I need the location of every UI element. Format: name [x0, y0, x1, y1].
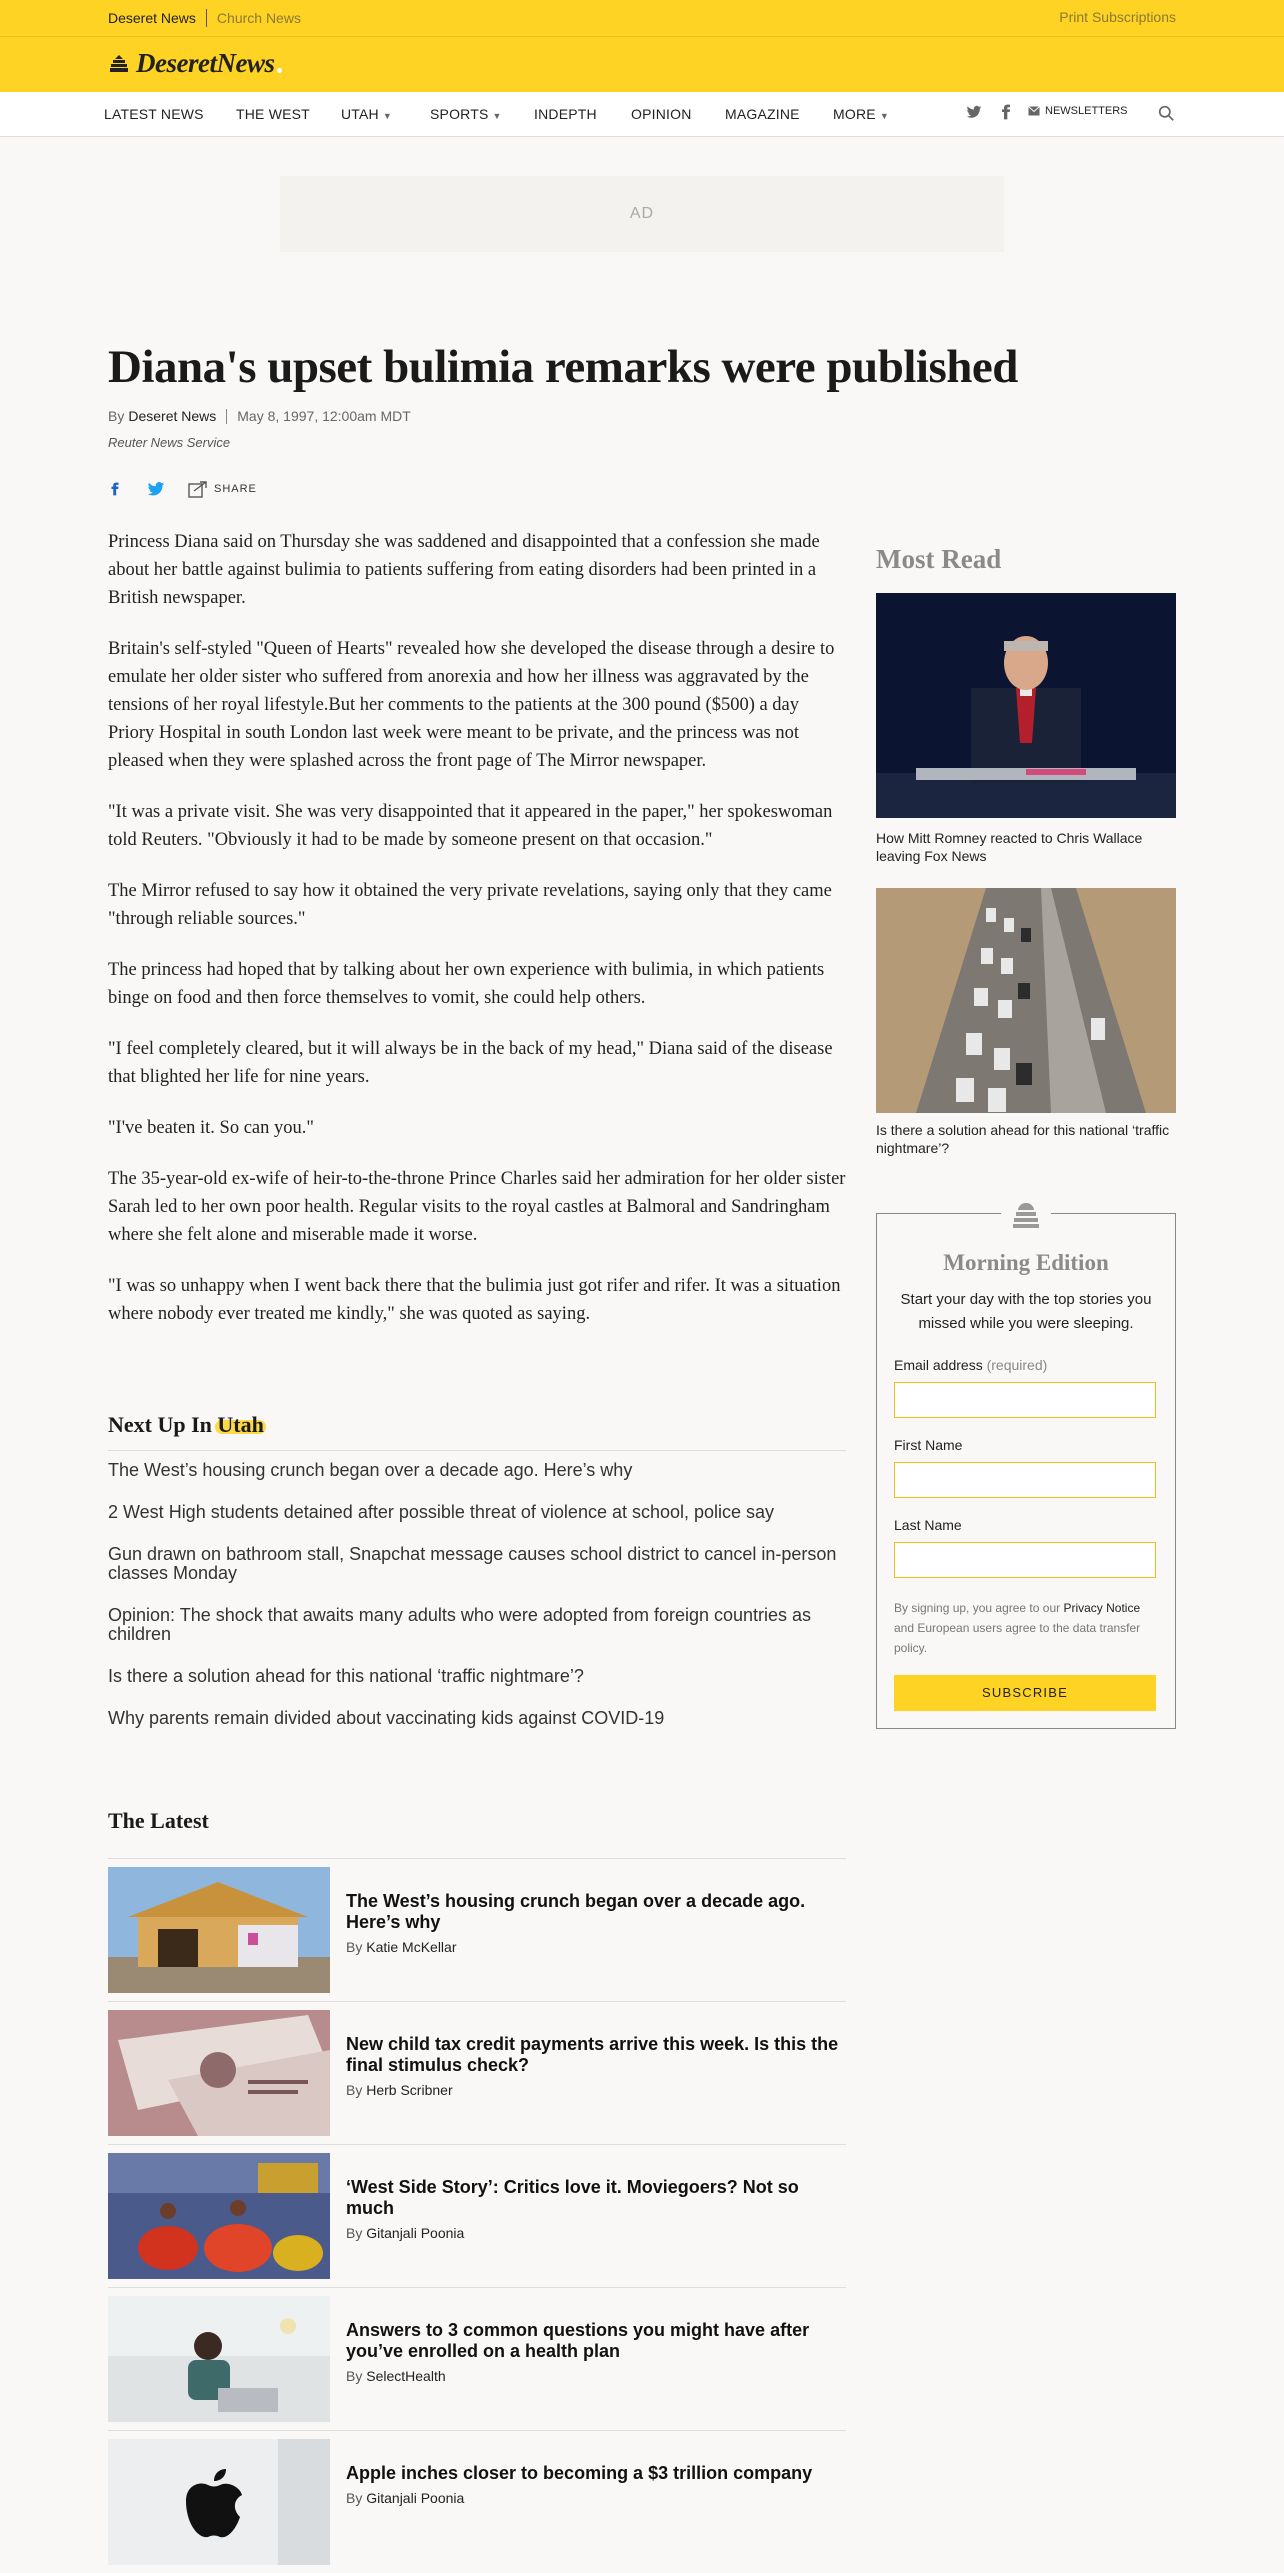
latest-card-byline — [346, 2368, 846, 2384]
latest-card[interactable] — [108, 2001, 846, 2144]
nav-utah[interactable] — [341, 106, 392, 122]
most-read-caption[interactable]: How Mitt Romney reacted to Chris Wallace leaving Fox News — [876, 830, 1143, 864]
logo-wordmark: DeseretNews — [136, 48, 275, 78]
brand-separator — [206, 9, 207, 27]
latest-card[interactable] — [108, 2287, 846, 2430]
nav-label: MAGAZINE — [725, 106, 800, 122]
facebook-icon[interactable] — [998, 104, 1014, 120]
article-paragraph: The 35-year-old ex-wife of heir-to-the-throne Prince Charles said her admiration for her older sister Sarah led to her own poor health. Regular visits to the royal castles at Balmoral and Sandringham where she felt alone and miserable made it worse. — [108, 1169, 846, 1245]
nav-latest-news[interactable] — [104, 106, 204, 122]
latest-card-byline — [346, 2490, 812, 2506]
next-up-link[interactable]: Opinion: The shock that awaits many adults who were adopted from foreign countries as children — [108, 1605, 812, 1644]
byline-separator — [226, 409, 227, 424]
newsletters-label: NEWSLETTERS — [1045, 105, 1128, 117]
nav-label: LATEST NEWS — [104, 106, 204, 122]
latest-card-title[interactable]: ‘West Side Story’: Critics love it. Moviegoers? Not so much — [346, 2177, 799, 2218]
chevron-down-icon: ▼ — [492, 111, 502, 121]
byline-prefix: By — [346, 1939, 363, 1955]
latest-card-author[interactable]: Herb Scribner — [366, 2082, 453, 2098]
share-bar — [108, 480, 257, 498]
main-nav — [0, 92, 1284, 137]
latest-section — [108, 1808, 846, 2573]
latest-card-author[interactable]: Gitanjali Poonia — [366, 2490, 465, 2506]
first-name-field[interactable] — [894, 1462, 1156, 1498]
latest-card-byline — [346, 2082, 846, 2098]
latest-card[interactable] — [108, 2430, 846, 2573]
nav-magazine[interactable] — [725, 106, 800, 122]
facebook-share-icon[interactable] — [108, 480, 122, 498]
latest-card-title[interactable]: Apple inches closer to becoming a $3 trillion company — [346, 2463, 813, 2483]
share-label: SHARE — [214, 483, 257, 495]
newsletter-description: Start your day with the top stories you missed while you were sleeping. — [900, 1291, 1152, 1332]
subscribe-button[interactable]: SUBSCRIBE — [894, 1675, 1156, 1711]
top-bar-divider — [0, 36, 1284, 37]
next-up-link[interactable]: The West’s housing crunch began over a decade ago. Here’s why — [108, 1460, 633, 1480]
byline-author[interactable]: Deseret News — [128, 408, 217, 424]
nav-label: MORE — [833, 106, 876, 122]
email-label-text: Email address — [894, 1357, 983, 1373]
byline-prefix: By — [108, 408, 125, 424]
print-subscriptions-link[interactable]: Print Subscriptions — [1059, 9, 1176, 25]
most-read-caption[interactable]: Is there a solution ahead for this national ‘traffic nightmare’? — [876, 1122, 1170, 1156]
last-name-label: Last Name — [894, 1517, 962, 1533]
nav-label: INDEPTH — [534, 106, 597, 122]
latest-card[interactable] — [108, 2144, 846, 2287]
traffic-highway-image[interactable] — [876, 888, 1176, 1113]
share-icon — [188, 480, 208, 498]
latest-card-author[interactable]: Gitanjali Poonia — [366, 2225, 465, 2241]
top-bar — [0, 0, 1284, 92]
newsletter-title: Morning Edition — [943, 1250, 1109, 1275]
housing-construction-thumbnail[interactable] — [108, 1867, 330, 1993]
latest-card-author[interactable]: SelectHealth — [366, 2368, 446, 2384]
next-up-divider — [108, 1450, 846, 1451]
nav-the-west[interactable] — [236, 106, 310, 122]
last-name-field[interactable] — [894, 1542, 1156, 1578]
nav-more[interactable] — [833, 106, 889, 122]
apple-store-thumbnail[interactable] — [108, 2439, 330, 2565]
latest-card[interactable] — [108, 1858, 846, 2001]
article-paragraph: "It was a private visit. She was very disappointed that it appeared in the paper," her spokeswoman told Reuters. "Obviously it had to be made by someone present on that occasion." — [108, 802, 833, 850]
next-up-title — [108, 1412, 846, 1438]
article-paragraph: The princess had hoped that by talking about her own experience with bulimia, in which patients binge on food and then force themselves to vomit, she could help others. — [108, 960, 825, 1008]
article-headline: Diana's upset bulimia remarks were published — [108, 341, 1018, 393]
news-source: Reuter News Service — [108, 435, 231, 450]
email-label — [894, 1357, 1047, 1373]
health-plan-thumbnail[interactable] — [108, 2296, 330, 2422]
beehive-icon — [1001, 1200, 1051, 1230]
next-up-link[interactable]: Why parents remain divided about vaccinating kids against COVID-19 — [108, 1708, 665, 1728]
nav-opinion[interactable] — [631, 106, 692, 122]
byline — [108, 408, 411, 424]
chevron-down-icon: ▼ — [879, 111, 889, 121]
legal-text: By signing up, you agree to our — [894, 1601, 1064, 1615]
byline-prefix: By — [346, 2225, 363, 2241]
latest-card-byline — [346, 1939, 846, 1955]
article-paragraph: "I was so unhappy when I went back there that the bulimia just got rifer and rifer. It was a situation where nobody ever treated me kindly," she was quoted as saying. — [108, 1276, 841, 1324]
next-up-link[interactable]: Gun drawn on bathroom stall, Snapchat message causes school district to cancel in-person classes Monday — [108, 1544, 837, 1583]
ad-slot: AD — [280, 176, 1004, 252]
next-up-section-name[interactable]: Utah — [217, 1412, 264, 1437]
beehive-logo-icon — [108, 53, 130, 75]
next-up-link[interactable]: 2 West High students detained after possible threat of violence at school, police say — [108, 1502, 775, 1522]
brand-links — [108, 9, 301, 27]
legal-text: and European users agree to the data transfer policy. — [894, 1621, 1141, 1655]
article-paragraph: "I've beaten it. So can you." — [108, 1118, 314, 1138]
newsletters-link[interactable] — [1028, 105, 1128, 117]
nav-sports[interactable] — [430, 106, 502, 122]
west-side-story-thumbnail[interactable] — [108, 2153, 330, 2279]
nav-indepth[interactable] — [534, 106, 597, 122]
newsletter-signup — [876, 1213, 1176, 1729]
nav-label: SPORTS — [430, 106, 489, 122]
privacy-notice-link[interactable]: Privacy Notice — [1063, 1601, 1141, 1615]
byline-prefix: By — [346, 2490, 363, 2506]
email-field[interactable] — [894, 1382, 1156, 1418]
article-paragraph: Britain's self-styled "Queen of Hearts" revealed how she developed the disease through a desire to emulate her older sister who suffered from anorexia and how her illness was aggravated by the tensions of her royal lifestyle.But her comments to the patients at the 300 pound ($500) a day Priory Hospital in south London last week were meant to be private, and the princess was not pleased when they were splashed across the front page of The Mirror newspaper. — [108, 639, 835, 771]
search-icon[interactable] — [1158, 105, 1175, 122]
most-read-title: Most Read — [876, 544, 1002, 574]
byline-prefix: By — [346, 2082, 363, 2098]
article-paragraph: Princess Diana said on Thursday she was saddened and disappointed that a confession she made about her battle against bulimia to patients suffering from eating disorders had been printed in a British newspaper. — [108, 532, 820, 608]
next-up-prefix: Next Up In — [108, 1412, 212, 1437]
tax-check-thumbnail[interactable] — [108, 2010, 330, 2136]
beehive-icon-wrap — [1001, 1200, 1051, 1230]
article-paragraph: The Mirror refused to say how it obtained the very private revelations, saying only that they came "through reliable sources." — [108, 881, 832, 929]
logo-dot — [277, 68, 282, 73]
nav-label: THE WEST — [236, 106, 310, 122]
chevron-down-icon: ▼ — [382, 111, 392, 121]
mail-icon — [1028, 106, 1040, 116]
article-body — [108, 528, 846, 1351]
twitter-share-icon[interactable] — [146, 480, 166, 498]
chris-wallace-image[interactable] — [876, 593, 1176, 818]
twitter-icon[interactable] — [966, 104, 982, 120]
latest-card-title[interactable]: The West’s housing crunch began over a decade ago. Here’s why — [346, 1891, 806, 1932]
latest-card-title[interactable]: New child tax credit payments arrive this week. Is this the final stimulus check? — [346, 2034, 839, 2075]
church-news-link[interactable]: Church News — [216, 10, 301, 26]
nav-label: OPINION — [631, 106, 692, 122]
next-up-section — [108, 1412, 846, 1751]
first-name-label: First Name — [894, 1437, 963, 1453]
byline-prefix: By — [346, 2368, 363, 2384]
nav-label: UTAH — [341, 106, 379, 122]
latest-title: The Latest — [108, 1808, 209, 1833]
latest-card-byline — [346, 2225, 846, 2241]
share-button[interactable] — [188, 480, 257, 498]
article-paragraph: "I feel completely cleared, but it will always be in the back of my head," Diana said of the disease that blighted her life for nine years. — [108, 1039, 833, 1087]
latest-card-title[interactable]: Answers to 3 common questions you might have after you’ve enrolled on a health plan — [346, 2320, 810, 2361]
deseret-news-link[interactable]: Deseret News — [108, 10, 196, 26]
next-up-link[interactable]: Is there a solution ahead for this national ‘traffic nightmare’? — [108, 1666, 584, 1686]
publish-date: May 8, 1997, 12:00am MDT — [237, 408, 411, 424]
required-text: (required) — [986, 1357, 1048, 1373]
site-logo[interactable] — [108, 48, 282, 79]
latest-card-author[interactable]: Katie McKellar — [366, 1939, 457, 1955]
newsletter-legal — [894, 1598, 1154, 1658]
